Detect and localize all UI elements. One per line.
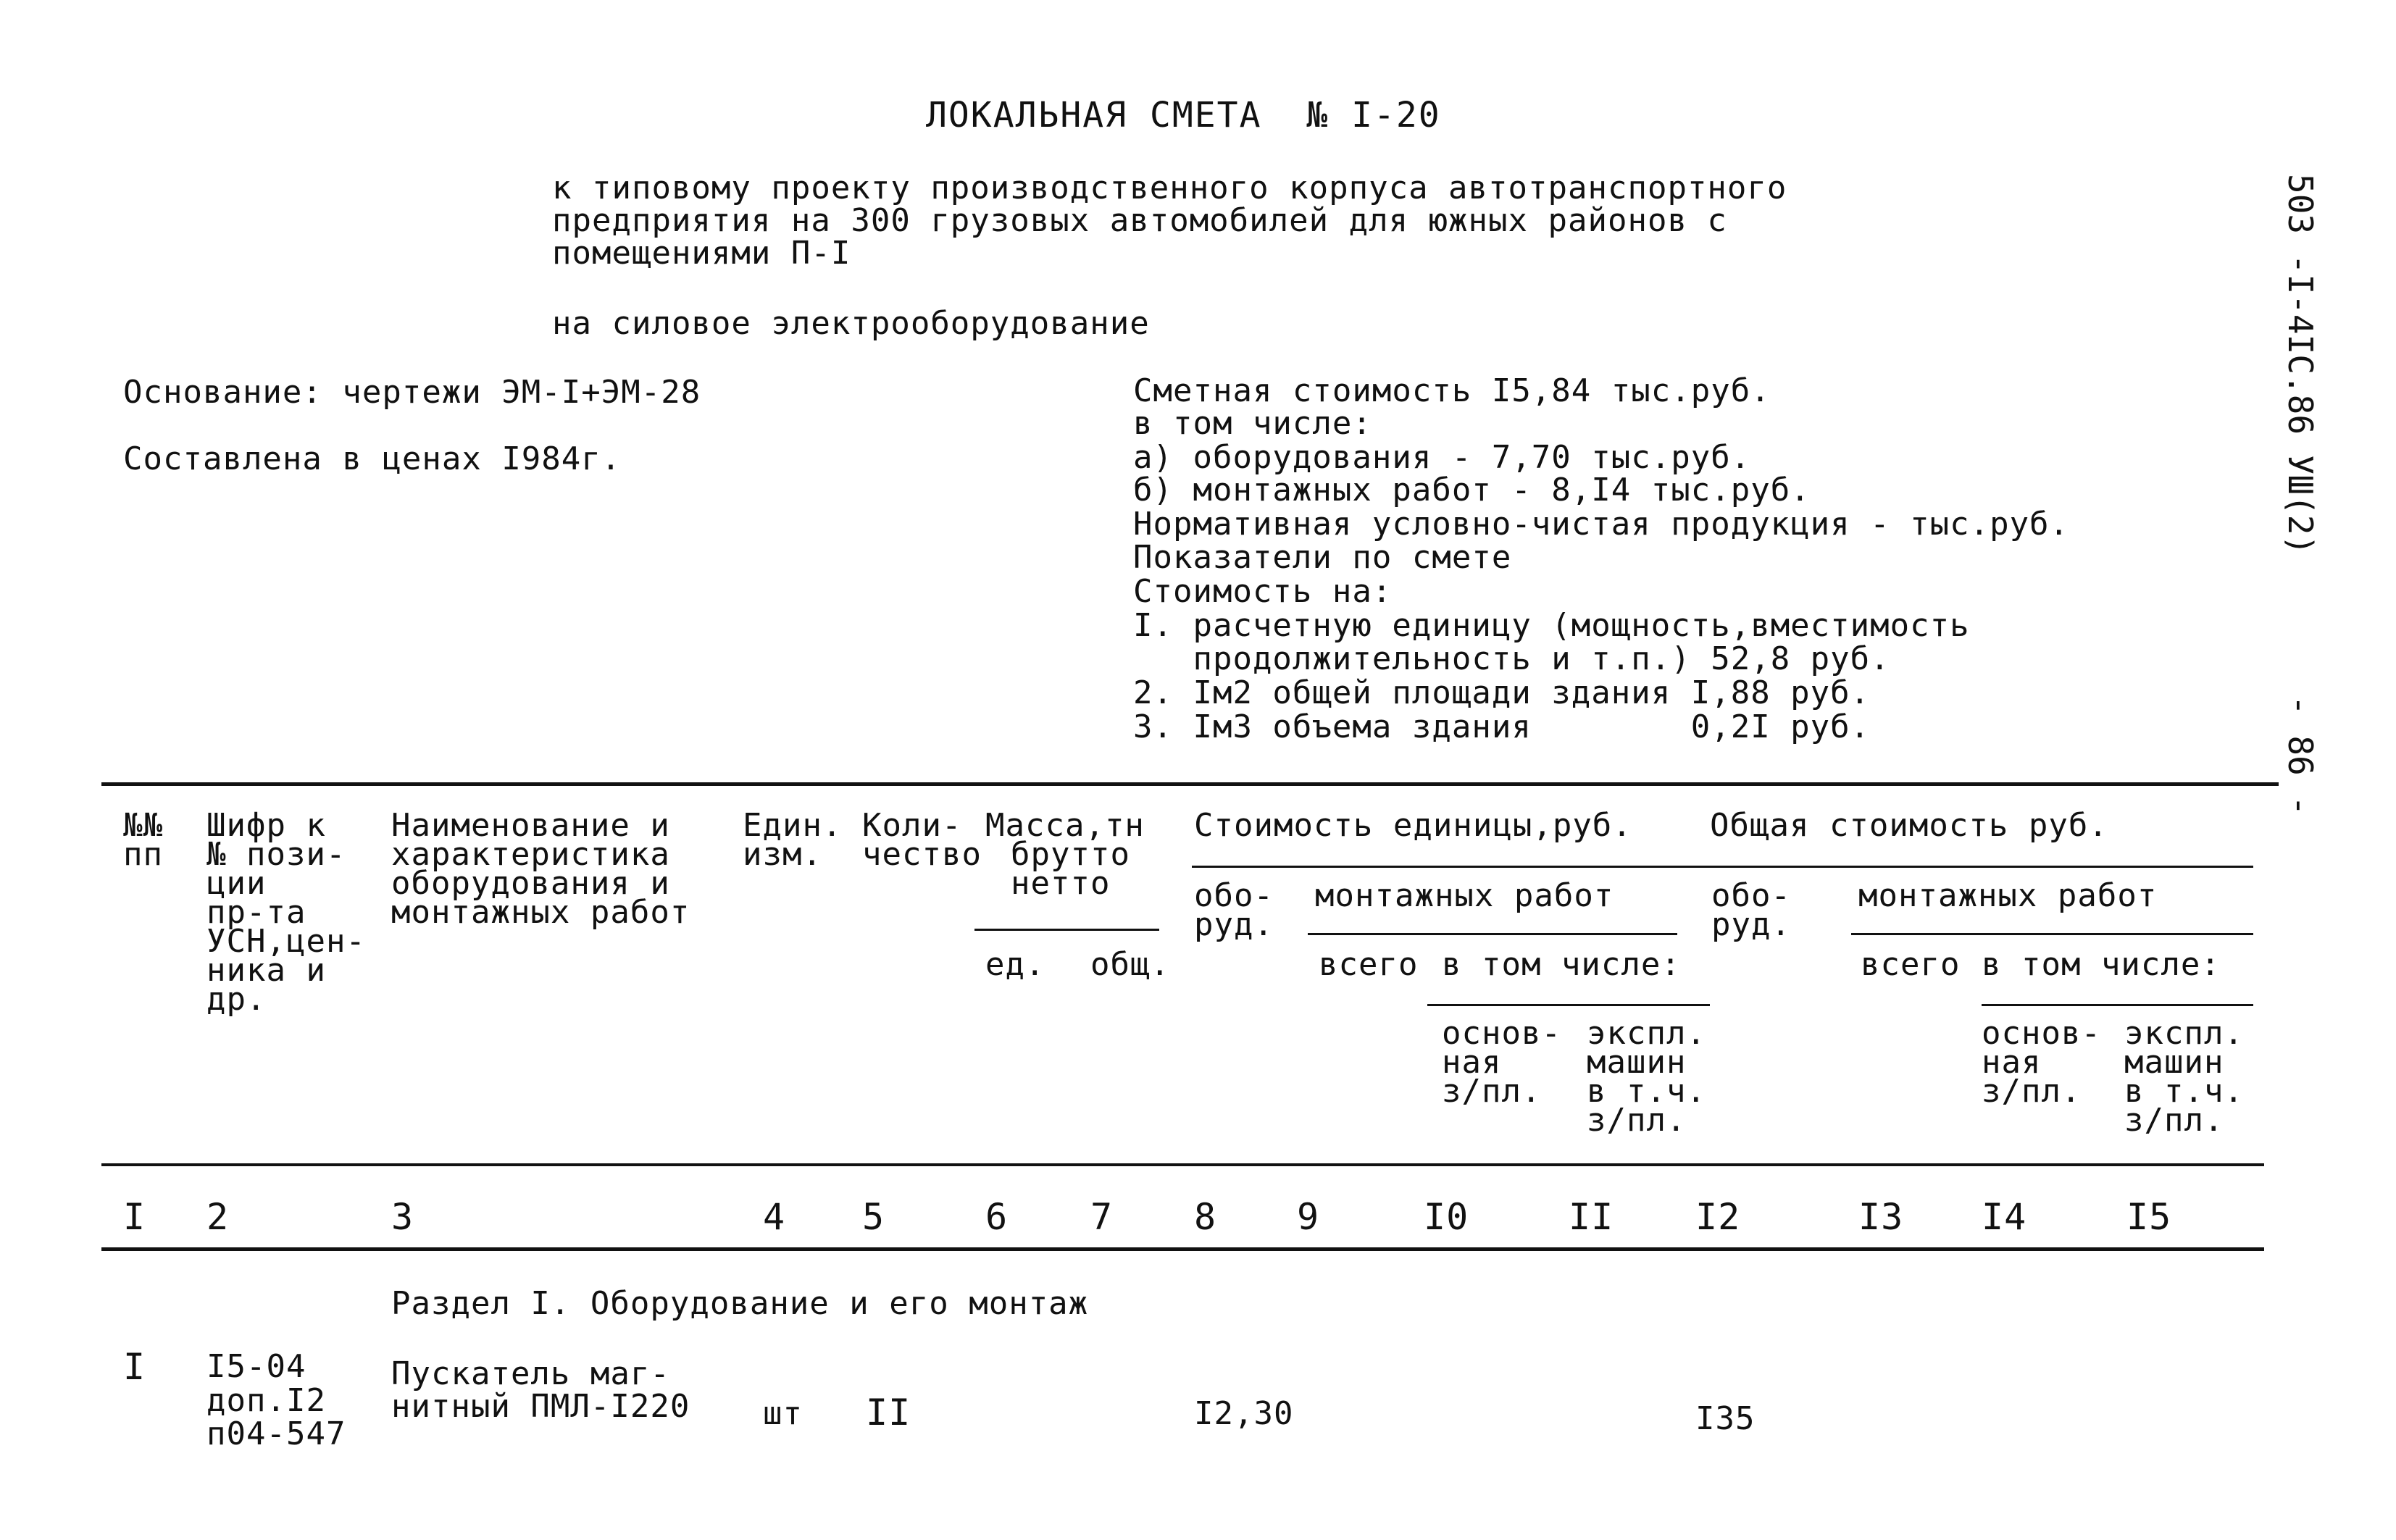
table-top-rule bbox=[101, 782, 2279, 786]
header-total-mount: монтажных работ bbox=[1858, 877, 2158, 914]
header-qty: чество bbox=[862, 836, 982, 873]
header-code: № пози- bbox=[206, 836, 346, 873]
unit-incl-rule bbox=[1427, 1004, 1710, 1006]
header-total-machines: в т.ч. bbox=[2124, 1073, 2244, 1110]
col-number: I0 bbox=[1424, 1196, 1469, 1238]
header-code: УСН,цен- bbox=[206, 923, 366, 960]
header-total-cost: Общая стоимость руб. bbox=[1710, 807, 2108, 844]
side-document-code: 503 -I-4IC.86 УШ(2) bbox=[2281, 174, 2320, 556]
header-total-machines: машин bbox=[2124, 1044, 2224, 1081]
row-num: I bbox=[123, 1346, 146, 1388]
col-number: 9 bbox=[1297, 1196, 1320, 1238]
header-unit-machines: в т.ч. bbox=[1587, 1073, 1706, 1110]
header-name: монтажных работ bbox=[391, 894, 690, 931]
header-mass: нетто bbox=[1011, 865, 1111, 902]
header-code: пр-та bbox=[206, 894, 306, 931]
prices-year-line: Составлена в ценах I984г. bbox=[123, 440, 622, 477]
header-total-machines: экспл. bbox=[2124, 1015, 2244, 1052]
cost-subheader-rule bbox=[1192, 866, 2253, 868]
header-mass: Масса,тн bbox=[985, 807, 1145, 844]
row-code: п04-547 bbox=[206, 1415, 346, 1452]
summary-line: а) оборудования - 7,70 тыс.руб. bbox=[1133, 439, 1751, 476]
header-unit-equip: обо- bbox=[1194, 877, 1274, 914]
subject-line: на силовое электрооборудование bbox=[552, 305, 1150, 342]
header-unit-basic: ная bbox=[1442, 1044, 1502, 1081]
col-number: 4 bbox=[763, 1196, 786, 1238]
col-number: I2 bbox=[1695, 1196, 1741, 1238]
header-total-basic: з/пл. bbox=[1982, 1073, 2082, 1110]
col-number: 3 bbox=[391, 1196, 414, 1238]
summary-line: продолжительность и т.п.) 52,8 руб. bbox=[1133, 640, 1890, 677]
header-code: Шифр к bbox=[206, 807, 326, 844]
header-unit-all: всего bbox=[1319, 946, 1419, 983]
summary-line: Сметная стоимость I5,84 тыс.руб. bbox=[1133, 372, 1771, 409]
header-unit: изм. bbox=[743, 836, 822, 873]
summary-line: Нормативная условно-чистая продукция - тыс.руб. bbox=[1133, 506, 2070, 543]
row-name: нитный ПМЛ-I220 bbox=[391, 1388, 690, 1425]
header-unit-basic: з/пл. bbox=[1442, 1073, 1542, 1110]
header-num: пп bbox=[123, 836, 163, 873]
summary-line: б) монтажных работ - 8,I4 тыс.руб. bbox=[1133, 472, 1811, 509]
col-number: 5 bbox=[862, 1196, 885, 1238]
col-number: I3 bbox=[1858, 1196, 1904, 1238]
subtitle-line-3: помещениями П-I bbox=[552, 235, 851, 272]
header-unit-mount: монтажных работ bbox=[1315, 877, 1614, 914]
col-number: 2 bbox=[206, 1196, 230, 1238]
header-total-equip: руд. bbox=[1711, 906, 1791, 943]
subtitle-line-1: к типовому проекту производственного корпуса автотранспортного bbox=[552, 170, 1787, 206]
unit-mount-rule bbox=[1308, 933, 1677, 935]
summary-line: 2. Iм2 общей площади здания I,88 руб. bbox=[1133, 674, 1871, 711]
col-number: 6 bbox=[985, 1196, 1009, 1238]
summary-line: Стоимость на: bbox=[1133, 573, 1393, 610]
header-unit-basic: основ- bbox=[1442, 1015, 1561, 1052]
col-number: I bbox=[123, 1196, 146, 1238]
header-mass: брутто bbox=[1011, 836, 1130, 873]
col-number: II bbox=[1569, 1196, 1614, 1238]
summary-line: Показатели по смете bbox=[1133, 539, 1512, 576]
header-name: характеристика bbox=[391, 836, 670, 873]
row-name: Пускатель маг- bbox=[391, 1355, 670, 1392]
basis-line: Основание: чертежи ЭМ-I+ЭМ-28 bbox=[123, 374, 701, 411]
header-unit-machines: машин bbox=[1587, 1044, 1687, 1081]
summary-line: I. расчетную единицу (мощность,вместимость bbox=[1133, 607, 1970, 644]
header-mass-total: общ. bbox=[1090, 946, 1170, 983]
header-mass-unit: ед. bbox=[985, 946, 1045, 983]
summary-line: 3. Iм3 объема здания 0,2I руб. bbox=[1133, 708, 1871, 745]
subtitle-line-2: предприятия на 300 грузовых автомобилей для южных районов с bbox=[552, 202, 1727, 239]
header-unit-machines: экспл. bbox=[1587, 1015, 1706, 1052]
header-code: ции bbox=[206, 865, 267, 902]
total-mount-rule bbox=[1851, 933, 2253, 935]
header-name: оборудования и bbox=[391, 865, 670, 902]
header-code: ника и bbox=[206, 952, 326, 989]
total-incl-rule bbox=[1982, 1004, 2253, 1006]
header-name: Наименование и bbox=[391, 807, 670, 844]
summary-line: в том числе: bbox=[1133, 405, 1372, 442]
col-number: 7 bbox=[1090, 1196, 1114, 1238]
header-unit-machines: з/пл. bbox=[1587, 1102, 1687, 1139]
row-equip-unit-price: I2,30 bbox=[1194, 1395, 1294, 1432]
section-title: Раздел I. Оборудование и его монтаж bbox=[391, 1285, 1089, 1322]
header-unit-cost: Стоимость единицы,руб. bbox=[1194, 807, 1632, 844]
header-total-machines: з/пл. bbox=[2124, 1102, 2224, 1139]
header-total-all: всего bbox=[1861, 946, 1961, 983]
header-unit-equip: руд. bbox=[1194, 906, 1274, 943]
header-total-basic: ная bbox=[1982, 1044, 2042, 1081]
header-num: №№ bbox=[123, 807, 163, 844]
col-number: 8 bbox=[1194, 1196, 1217, 1238]
row-equip-total: I35 bbox=[1695, 1400, 1756, 1437]
row-unit: шт bbox=[763, 1395, 803, 1432]
row-code: доп.I2 bbox=[206, 1382, 326, 1419]
row-code: I5-04 bbox=[206, 1348, 306, 1385]
header-qty: Коли- bbox=[862, 807, 962, 844]
header-bottom-rule bbox=[101, 1163, 2264, 1166]
header-unit: Един. bbox=[743, 807, 843, 844]
header-unit-incl: в том числе: bbox=[1442, 946, 1681, 983]
header-code: др. bbox=[206, 981, 267, 1018]
row-qty: II bbox=[866, 1392, 911, 1434]
mass-subheader-rule bbox=[974, 929, 1159, 931]
col-numbers-bottom-rule bbox=[101, 1247, 2264, 1251]
header-total-incl: в том числе: bbox=[1982, 946, 2221, 983]
document-title: ЛОКАЛЬНАЯ СМЕТА № I-20 bbox=[926, 95, 1441, 135]
col-number: I4 bbox=[1982, 1196, 2027, 1238]
side-page-number: - 86 - bbox=[2281, 695, 2320, 816]
header-total-equip: обо- bbox=[1711, 877, 1791, 914]
header-total-basic: основ- bbox=[1982, 1015, 2101, 1052]
col-number: I5 bbox=[2126, 1196, 2172, 1238]
